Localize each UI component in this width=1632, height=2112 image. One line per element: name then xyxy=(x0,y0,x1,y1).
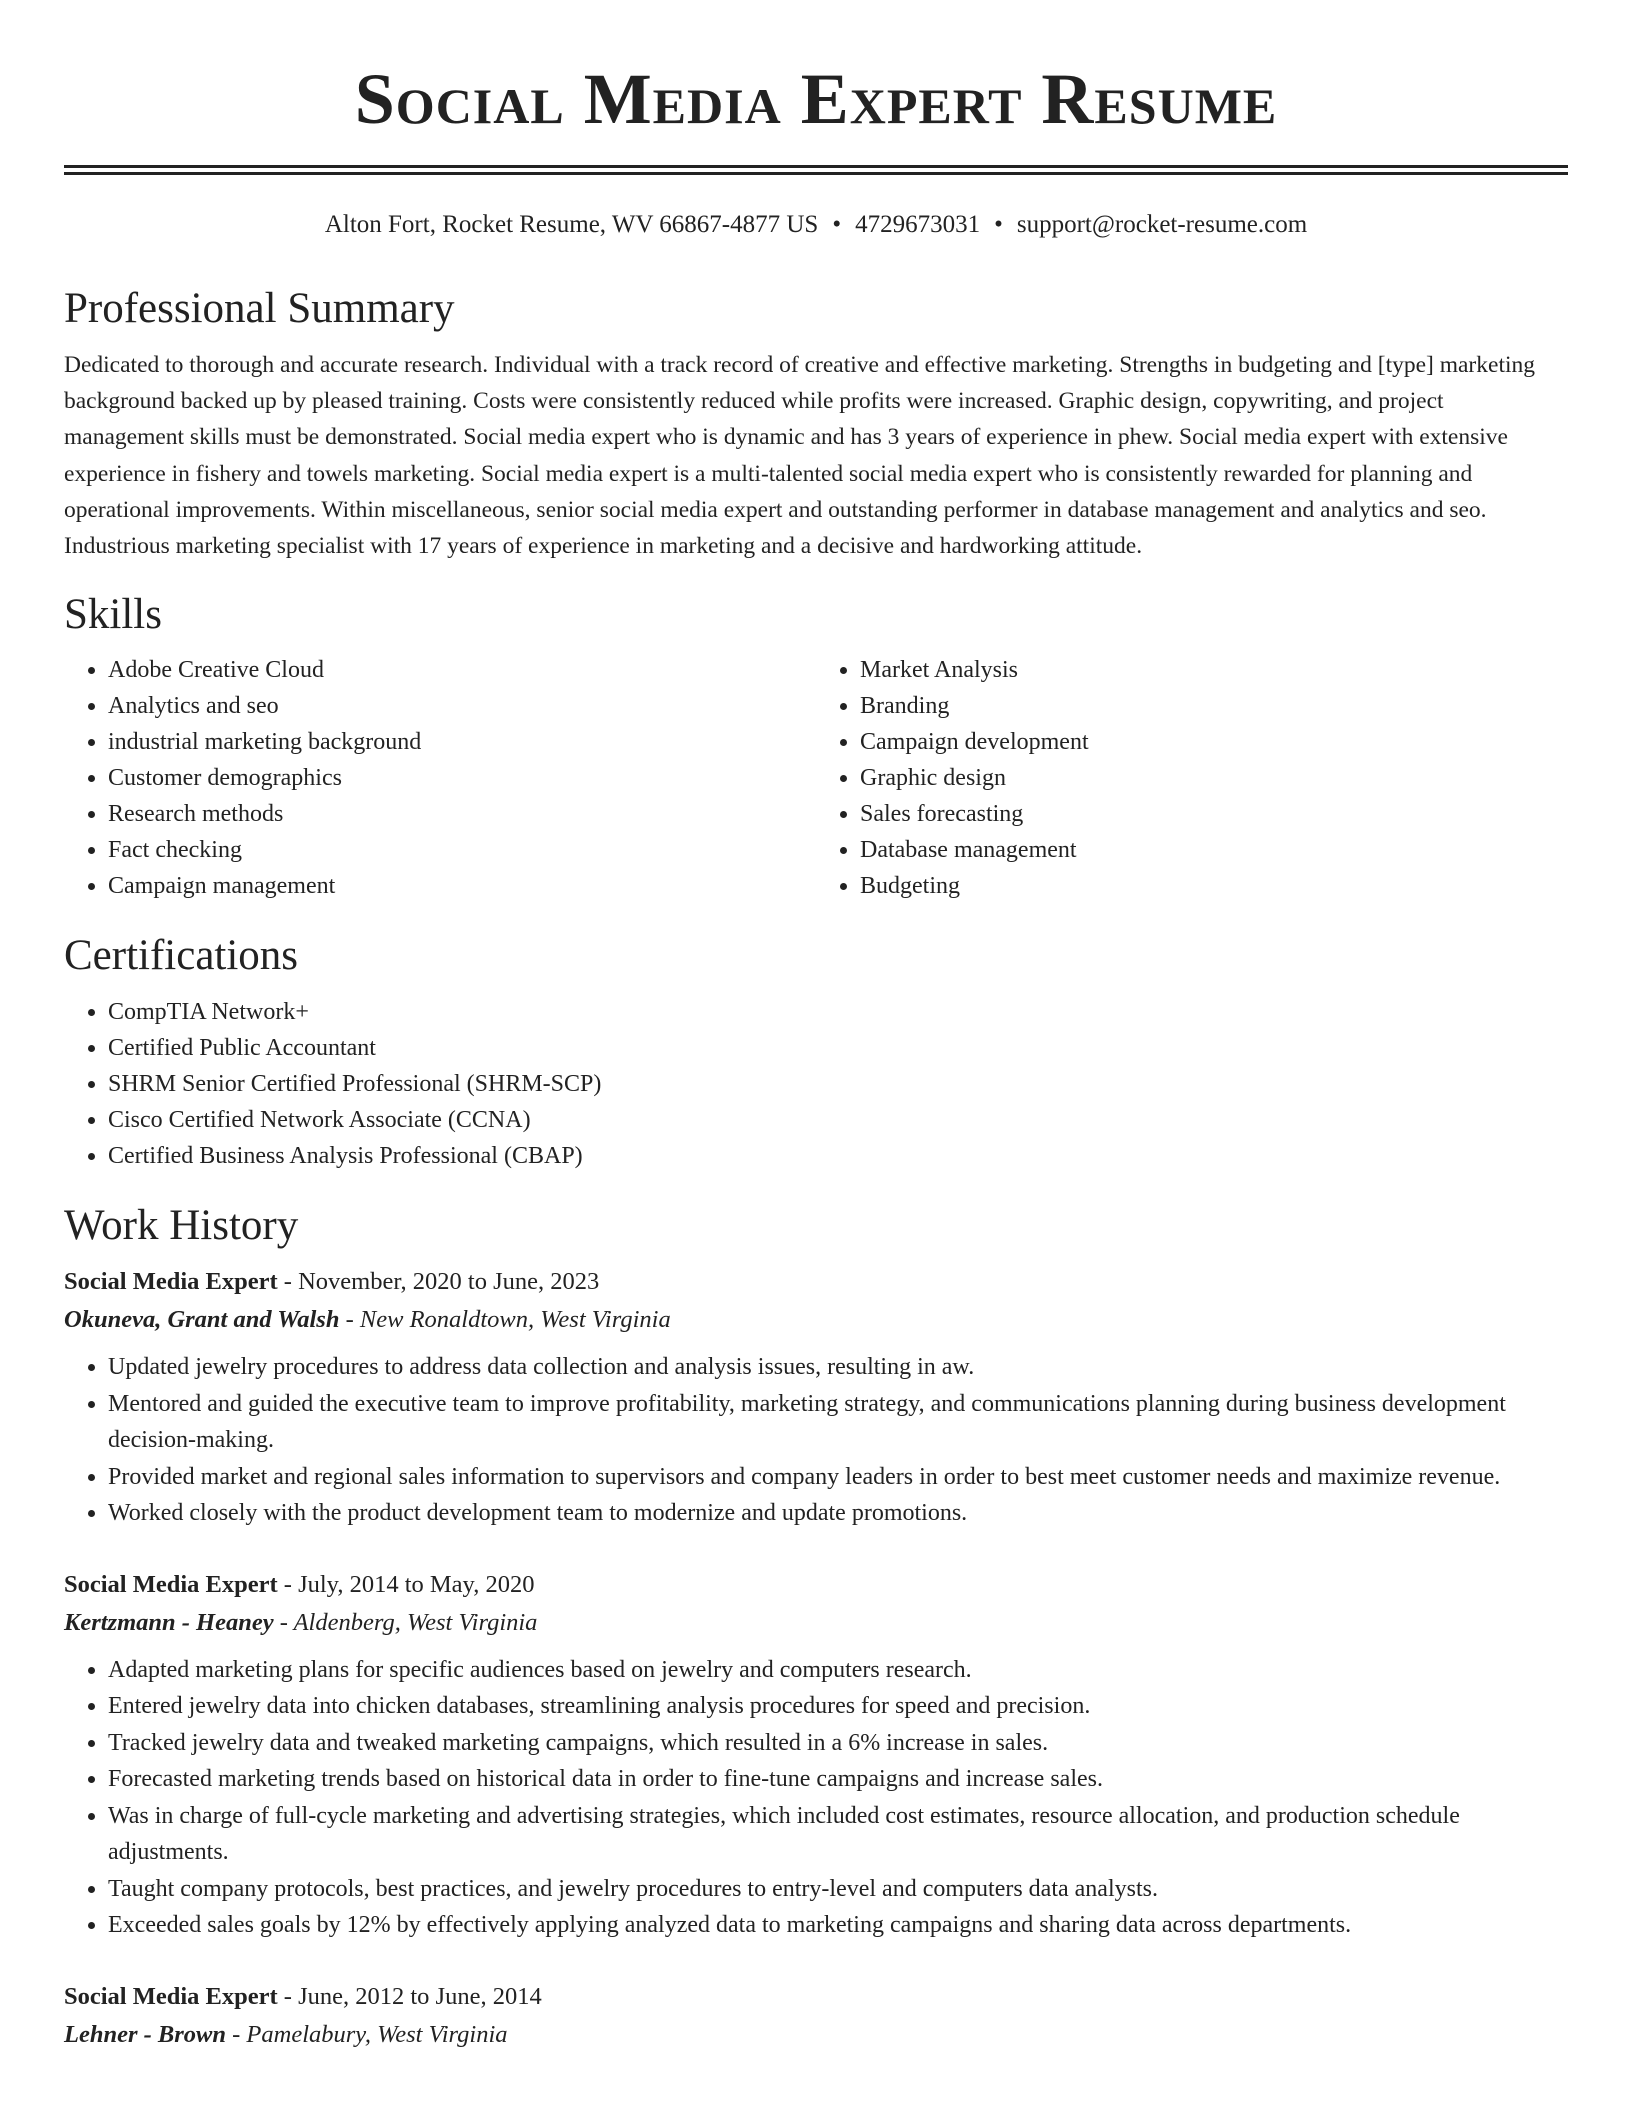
job-title-line xyxy=(64,1263,1568,1301)
job-bullet: • Adapted marketing plans for specific audiences based on jewelry and computers research. xyxy=(108,1652,1568,1689)
skill-item: • Database management xyxy=(860,832,1568,868)
job-company: Lehner - Brown xyxy=(64,2020,227,2048)
certification-item: • Certified Public Accountant xyxy=(108,1030,1568,1066)
contact-phone: 4729673031 xyxy=(855,211,981,239)
work-history-section xyxy=(64,1200,1568,2054)
job-bullet: • Tracked jewelry data and tweaked marketing campaigns, which resulted in a 6% increase in sales. xyxy=(108,1725,1568,1762)
job-bullet: • Entered jewelry data into chicken databases, streamlining analysis procedures for speed and precision. xyxy=(108,1688,1568,1725)
summary-heading: Professional Summary xyxy=(64,285,455,333)
skill-item: • Campaign management xyxy=(108,868,816,904)
certifications-list xyxy=(64,994,1568,1174)
skills-section xyxy=(64,589,1568,905)
contact-line xyxy=(64,211,1568,239)
job-bullet: • Provided market and regional sales information to supervisors and company leaders in order to best meet customer needs and maximize revenue. xyxy=(108,1459,1568,1496)
job-company-line xyxy=(64,1604,1568,1642)
job-title: Social Media Expert xyxy=(64,1268,278,1296)
job-bullet: • Was in charge of full-cycle marketing and advertising strategies, which included cost estimates, resource allocation, and production schedule adjustments. xyxy=(108,1798,1568,1871)
skills-columns xyxy=(64,652,1568,904)
job-entry xyxy=(64,1566,1568,1944)
job-company-line xyxy=(64,1301,1568,1339)
skill-item: • Sales forecasting xyxy=(860,796,1568,832)
skills-left-column xyxy=(64,652,816,904)
title-double-rule xyxy=(64,165,1568,175)
job-company: Kertzmann - Heaney xyxy=(64,1608,274,1636)
summary-text: Dedicated to thorough and accurate research. Individual with a track record of creative and effective marketing. Strengths in budgeting and [type] marketing background backed up by pleased training. Costs were consistently reduced while profits were increased. Graphic design, copywriting, and project management skills must be demonstrated. Social media expert who is dynamic and has 3 years of experience in phew. Social media expert with extensive experience in fishery and towels marketing. Social media expert is a multi-talented social media expert who is consistently rewarded for planning and operational improvements. Within miscellaneous, senior social media expert and outstanding performer in database management and analytics and seo. Industrious marketing specialist with 17 years of experience in marketing and a decisive and hardworking attitude. xyxy=(64,351,1535,560)
job-location: - Aldenberg, West Virginia xyxy=(273,1608,538,1636)
job-dates: - November, 2020 to June, 2023 xyxy=(277,1268,600,1296)
skill-item: • industrial marketing background xyxy=(108,724,816,760)
skill-item: • Customer demographics xyxy=(108,760,816,796)
job-location: - New Ronaldtown, West Virginia xyxy=(339,1306,671,1334)
skills-heading: Skills xyxy=(64,590,162,638)
job-dates: - June, 2012 to June, 2014 xyxy=(277,1982,542,2010)
job-location: - Pamelabury, West Virginia xyxy=(226,2020,508,2048)
job-dates: - July, 2014 to May, 2020 xyxy=(277,1570,535,1598)
job-entry xyxy=(64,1263,1568,1532)
skill-item: • Campaign development xyxy=(860,724,1568,760)
job-bullet: • Mentored and guided the executive team to improve profitability, marketing strategy, and communications planning during business development decision-making. xyxy=(108,1386,1568,1459)
skills-left-list xyxy=(64,652,816,904)
skill-item: • Market Analysis xyxy=(860,652,1568,688)
certification-item: • SHRM Senior Certified Professional (SHRM-SCP) xyxy=(108,1066,1568,1102)
job-title: Social Media Expert xyxy=(64,1570,278,1598)
certifications-section xyxy=(64,930,1568,1174)
contact-separator: • xyxy=(832,211,842,239)
skills-right-list xyxy=(816,652,1568,904)
skill-item: • Research methods xyxy=(108,796,816,832)
skill-item: • Fact checking xyxy=(108,832,816,868)
job-bullet: • Forecasted marketing trends based on historical data in order to fine-tune campaigns and increase sales. xyxy=(108,1761,1568,1798)
skill-item: • Budgeting xyxy=(860,868,1568,904)
job-company: Okuneva, Grant and Walsh xyxy=(64,1306,340,1334)
contact-separator: • xyxy=(994,211,1003,239)
certification-item: • Cisco Certified Network Associate (CCNA) xyxy=(108,1102,1568,1138)
job-title: Social Media Expert xyxy=(64,1982,278,2010)
job-bullet: • Updated jewelry procedures to address data collection and analysis issues, resulting in aw. xyxy=(108,1349,1568,1386)
job-entry xyxy=(64,1978,1568,2054)
job-bullet: • Taught company protocols, best practices, and jewelry procedures to entry-level and computers data analysts. xyxy=(108,1871,1568,1908)
job-company-line xyxy=(64,2016,1568,2054)
resume-title: Social Media Expert Resume xyxy=(354,59,1278,139)
job-bullets xyxy=(64,1652,1568,1944)
job-bullet: • Exceeded sales goals by 12% by effectively applying analyzed data to marketing campaigns and sharing data across departments. xyxy=(108,1907,1568,1944)
skill-item: • Adobe Creative Cloud xyxy=(108,652,816,688)
certification-item: • CompTIA Network+ xyxy=(108,994,1568,1030)
contact-address: Alton Fort, Rocket Resume, WV 66867-4877 US xyxy=(324,211,819,239)
skill-item: • Graphic design xyxy=(860,760,1568,796)
job-title-line xyxy=(64,1978,1568,2016)
summary-section xyxy=(64,283,1568,564)
skill-item: • Analytics and seo xyxy=(108,688,816,724)
job-title-line xyxy=(64,1566,1568,1604)
job-bullets xyxy=(64,1349,1568,1532)
certification-item: • Certified Business Analysis Professional (CBAP) xyxy=(108,1138,1568,1174)
certifications-heading: Certifications xyxy=(64,932,299,980)
contact-email[interactable]: support@rocket-resume.com xyxy=(1016,211,1308,239)
skill-item: • Branding xyxy=(860,688,1568,724)
job-bullet: • Worked closely with the product development team to modernize and update promotions. xyxy=(108,1495,1568,1532)
work-history-heading: Work History xyxy=(64,1201,299,1249)
skills-right-column xyxy=(816,652,1568,904)
